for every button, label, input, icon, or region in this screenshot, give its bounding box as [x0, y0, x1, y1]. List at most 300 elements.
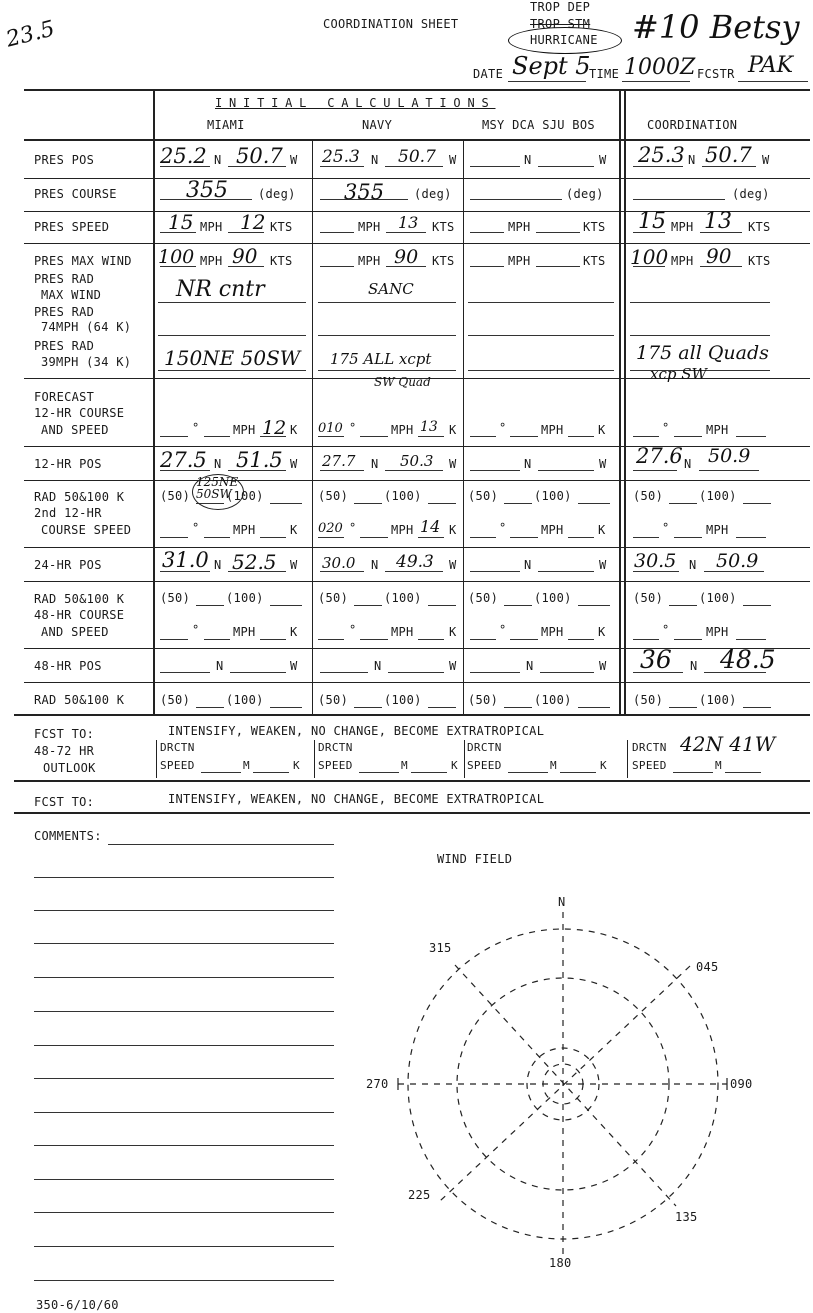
row-rule	[24, 480, 810, 481]
coord-pos-n: 25.3	[638, 143, 685, 167]
unit-kts: KTS	[270, 220, 293, 234]
unit-mph: MPH	[200, 220, 223, 234]
coord-divider-b	[624, 89, 626, 714]
unit-k: K	[290, 423, 298, 437]
miami-mph: 15	[168, 210, 194, 234]
rad-50: (50)	[318, 591, 349, 605]
class-trop-dep: TROP DEP	[530, 0, 591, 14]
blank	[470, 639, 496, 640]
coord-pos-w: 50.7	[705, 143, 752, 167]
unit-deg: °	[349, 623, 357, 637]
unit-n: N	[684, 457, 692, 471]
unit-mph: MPH	[706, 523, 729, 537]
label-forecast: FORECAST	[34, 390, 95, 404]
row-rule	[24, 648, 810, 649]
rad-100: (100)	[384, 693, 422, 707]
blank	[385, 470, 443, 471]
unit-w: W	[762, 153, 770, 167]
rad-50: (50)	[160, 489, 191, 503]
row-rule	[24, 581, 810, 582]
unit-k: K	[598, 523, 606, 537]
col-other: MSY DCA SJU BOS	[482, 118, 595, 132]
unit-n: N	[214, 457, 222, 471]
label-and-speed: AND SPEED	[41, 625, 109, 639]
unit-k: K	[293, 759, 300, 772]
rose-label-n: N	[558, 895, 566, 909]
comment-line	[34, 1112, 334, 1113]
blank	[230, 672, 286, 673]
rad-50: (50)	[633, 489, 664, 503]
blank	[633, 639, 659, 640]
unit-n: N	[371, 457, 379, 471]
blank	[508, 772, 548, 773]
unit-mph: MPH	[671, 254, 694, 268]
speed-label: SPEED	[160, 759, 195, 772]
table-bottom-rule	[14, 714, 810, 716]
blank	[725, 772, 761, 773]
unit-n: N	[371, 558, 379, 572]
comment-line	[34, 977, 334, 978]
drctn-label: DRCTN	[318, 741, 353, 754]
rose-ring-center	[543, 1064, 583, 1104]
label-48hr-course: 48-HR COURSE	[34, 608, 125, 622]
unit-w: W	[290, 558, 298, 572]
unit-k: K	[449, 625, 457, 639]
blank	[386, 232, 426, 233]
blank	[630, 302, 770, 303]
blank	[540, 672, 594, 673]
label-fcst-to-2: FCST TO:	[34, 795, 95, 809]
unit-mph: MPH	[358, 220, 381, 234]
blank	[160, 537, 188, 538]
unit-deg: °	[349, 421, 357, 435]
coord-12-w: 50.9	[708, 445, 751, 467]
blank	[470, 470, 520, 471]
blank	[270, 707, 302, 708]
label-rad-max-2: MAX WIND	[41, 288, 102, 302]
unit-k: K	[598, 625, 606, 639]
unit-mph: MPH	[391, 523, 414, 537]
blank	[669, 605, 697, 606]
unit-mph: MPH	[200, 254, 223, 268]
unit-m: M	[715, 759, 722, 772]
unit-mph: MPH	[706, 625, 729, 639]
blank	[354, 503, 382, 504]
miami-fc-k: 12	[262, 417, 287, 439]
rad-100: (100)	[699, 591, 737, 605]
rose-label-180: 180	[549, 1256, 572, 1270]
initial-calc-title: INITIAL CALCULATIONS	[215, 96, 496, 110]
blank	[468, 302, 614, 303]
coord-24-n: 30.5	[634, 550, 677, 572]
unit-mph: MPH	[508, 254, 531, 268]
unit-deg: (deg)	[258, 187, 296, 201]
rose-label-090: 090	[730, 1077, 753, 1091]
blank	[538, 470, 594, 471]
rose-ring-outer	[408, 929, 718, 1239]
unit-w: W	[599, 153, 607, 167]
navy-12-n: 27.7	[322, 452, 356, 470]
blank	[538, 571, 594, 572]
comment-line	[34, 1179, 334, 1180]
blank	[318, 370, 456, 371]
blank	[633, 537, 659, 538]
outlook-divider	[627, 740, 628, 778]
rad-100: (100)	[384, 591, 422, 605]
unit-kts: KTS	[583, 220, 606, 234]
blank	[536, 232, 580, 233]
unit-n: N	[524, 153, 532, 167]
blank	[468, 370, 614, 371]
comment-line	[34, 1011, 334, 1012]
label-rad-50-100: RAD 50&100 K	[34, 592, 125, 606]
rad-50: (50)	[468, 591, 499, 605]
blank	[158, 335, 306, 336]
row-rule	[24, 682, 810, 683]
label-col-divider	[153, 89, 155, 714]
label-rad-39-2: 39MPH (34 K)	[41, 355, 132, 369]
form-title: COORDINATION SHEET	[323, 17, 459, 31]
unit-mph: MPH	[233, 523, 256, 537]
fcst-choices-2: INTENSIFY, WEAKEN, NO CHANGE, BECOME EXTRATROPICAL	[168, 792, 545, 806]
row-rule	[24, 243, 810, 244]
label-fcst-to: FCST TO:	[34, 727, 95, 741]
label-pres-max-wind: PRES MAX WIND	[34, 254, 132, 268]
unit-deg: (deg)	[732, 187, 770, 201]
blank	[201, 772, 241, 773]
comment-line	[34, 1280, 334, 1281]
comment-line	[108, 844, 334, 845]
blank	[510, 436, 538, 437]
rad-50: (50)	[633, 591, 664, 605]
coord-48-n: 36	[640, 645, 672, 674]
blank	[318, 302, 456, 303]
unit-k: K	[449, 423, 457, 437]
outlook-bottom-rule	[14, 780, 810, 782]
unit-k: K	[451, 759, 458, 772]
unit-mph: MPH	[233, 423, 256, 437]
label-48hr-pos: 48-HR POS	[34, 659, 102, 673]
unit-m: M	[401, 759, 408, 772]
blank	[470, 232, 504, 233]
rad-100: (100)	[226, 693, 264, 707]
comment-line	[34, 1045, 334, 1046]
label-and-speed: AND SPEED	[41, 423, 109, 437]
blank	[318, 335, 456, 336]
navy-12-w: 50.3	[400, 452, 434, 470]
blank	[354, 605, 382, 606]
blank	[468, 335, 614, 336]
blank	[160, 436, 188, 437]
label-rad-74-2: 74MPH (64 K)	[41, 320, 132, 334]
miami-kts: 12	[240, 210, 266, 234]
unit-w: W	[449, 558, 457, 572]
label-12hr-pos: 12-HR POS	[34, 457, 102, 471]
margin-scribble: 23.5	[3, 16, 58, 53]
blank	[158, 302, 306, 303]
blank	[504, 707, 532, 708]
navy-pos-n: 25.3	[322, 147, 360, 167]
navy-pos-w: 50.7	[398, 147, 436, 167]
outlook-divider	[314, 740, 315, 778]
speed-label: SPEED	[318, 759, 353, 772]
header-bottom-rule	[24, 139, 810, 141]
blank	[470, 537, 496, 538]
unit-k: K	[600, 759, 607, 772]
drctn-label: DRCTN	[160, 741, 195, 754]
navy-fc-mph: 13	[420, 419, 438, 435]
unit-mph: MPH	[541, 523, 564, 537]
navy-r39-quad: SW Quad	[374, 375, 431, 389]
unit-n: N	[524, 558, 532, 572]
comments-label: COMMENTS:	[34, 829, 102, 843]
navy-r39: 175 ALL xcpt	[330, 350, 432, 368]
date-label: DATE	[473, 67, 504, 81]
blank	[428, 503, 456, 504]
row-rule	[24, 178, 810, 179]
navy-24-n: 30.0	[322, 554, 356, 572]
blank	[418, 436, 444, 437]
coord-kts: 13	[704, 209, 732, 234]
blank	[411, 772, 447, 773]
comment-line	[34, 1212, 334, 1213]
date-value: Sept 5	[512, 52, 591, 80]
navy-c2-dir: 020	[318, 521, 343, 536]
rose-ring-middle	[457, 978, 669, 1190]
comment-line	[34, 877, 334, 878]
blank	[536, 266, 580, 267]
rose-label-315: 315	[429, 941, 452, 955]
unit-kts: KTS	[432, 254, 455, 268]
blank	[318, 436, 344, 437]
drctn-label: DRCTN	[632, 741, 667, 754]
miami-12-n: 27.5	[160, 448, 207, 472]
unit-mph: MPH	[391, 625, 414, 639]
rad-50: (50)	[160, 591, 191, 605]
blank	[160, 672, 210, 673]
blank	[633, 470, 677, 471]
unit-w: W	[599, 558, 607, 572]
navy-other-divider	[463, 140, 464, 714]
class-trop-stm: TROP STM	[530, 17, 591, 31]
rad-50: (50)	[318, 489, 349, 503]
blank	[504, 503, 532, 504]
time-value: 1000Z	[624, 55, 696, 80]
rose-label-225: 225	[408, 1188, 431, 1202]
row-rule	[24, 446, 810, 447]
comment-line	[34, 910, 334, 911]
blank	[196, 707, 224, 708]
outlook-divider	[156, 740, 157, 778]
blank	[568, 436, 594, 437]
label-rad-74-1: PRES RAD	[34, 305, 95, 319]
blank	[504, 605, 532, 606]
blank	[633, 436, 659, 437]
coord-wind-mph: 100	[630, 245, 669, 269]
blank	[418, 537, 444, 538]
label-rad-max-1: PRES RAD	[34, 272, 95, 286]
navy-wind-kts: 90	[394, 246, 419, 268]
blank	[270, 605, 302, 606]
comment-line	[34, 1246, 334, 1247]
blank	[318, 639, 344, 640]
blank	[470, 571, 520, 572]
unit-n: N	[214, 558, 222, 572]
unit-kts: KTS	[748, 254, 771, 268]
unit-w: W	[449, 659, 457, 673]
unit-w: W	[290, 457, 298, 471]
blank	[743, 503, 771, 504]
blank	[578, 605, 610, 606]
time-blank	[622, 81, 690, 82]
table-top-rule	[24, 89, 810, 91]
outlook-divider	[464, 740, 465, 778]
unit-w: W	[449, 153, 457, 167]
miami-wind-mph: 100	[158, 246, 195, 268]
navy-fc-dir: 010	[318, 421, 343, 436]
blank	[270, 503, 302, 504]
blank	[736, 639, 766, 640]
blank	[470, 266, 504, 267]
blank	[388, 672, 444, 673]
rose-label-045: 045	[696, 960, 719, 974]
rad-50: (50)	[468, 693, 499, 707]
rad-100: (100)	[534, 489, 572, 503]
rose-ring-inner	[527, 1048, 599, 1120]
unit-mph: MPH	[706, 423, 729, 437]
blank	[470, 436, 496, 437]
navy-24-w: 49.3	[396, 552, 434, 572]
blank	[320, 470, 364, 471]
blank	[669, 707, 697, 708]
unit-k: K	[598, 423, 606, 437]
unit-n: N	[374, 659, 382, 673]
rad-100: (100)	[534, 693, 572, 707]
rad-100: (100)	[384, 489, 422, 503]
blank	[196, 605, 224, 606]
fcstr-value: PAK	[748, 53, 794, 78]
miami-12-w: 51.5	[236, 448, 283, 472]
rose-label-270: 270	[366, 1077, 389, 1091]
label-outlook-2: OUTLOOK	[43, 761, 96, 775]
label-pres-speed: PRES SPEED	[34, 220, 110, 234]
blank	[260, 639, 286, 640]
unit-w: W	[599, 457, 607, 471]
rad-100: (100)	[226, 489, 264, 503]
unit-mph: MPH	[508, 220, 531, 234]
col-navy: NAVY	[362, 118, 393, 132]
blank	[204, 537, 230, 538]
rad-note-circle	[192, 474, 244, 510]
unit-deg: °	[662, 521, 670, 535]
blank	[674, 436, 702, 437]
blank	[510, 537, 538, 538]
unit-kts: KTS	[432, 220, 455, 234]
blank	[320, 232, 354, 233]
blank	[320, 672, 368, 673]
unit-deg: (deg)	[414, 187, 452, 201]
unit-deg: °	[192, 521, 200, 535]
unit-kts: KTS	[583, 254, 606, 268]
unit-mph: MPH	[541, 625, 564, 639]
unit-n: N	[526, 659, 534, 673]
unit-m: M	[243, 759, 250, 772]
blank	[204, 639, 230, 640]
date-blank	[508, 81, 586, 82]
navy-rmw: SANC	[368, 280, 414, 298]
blank	[470, 166, 520, 167]
rad-100: (100)	[699, 489, 737, 503]
blank	[568, 639, 594, 640]
blank	[669, 503, 697, 504]
unit-deg: (deg)	[566, 187, 604, 201]
unit-mph: MPH	[358, 254, 381, 268]
label-rad-50-100: RAD 50&100 K	[34, 490, 125, 504]
blank	[510, 639, 538, 640]
unit-deg: °	[499, 421, 507, 435]
blank	[360, 537, 388, 538]
blank	[538, 166, 594, 167]
unit-n: N	[689, 558, 697, 572]
miami-rad-note: 125NE 50SW	[196, 475, 239, 501]
blank	[673, 772, 713, 773]
unit-deg: °	[499, 623, 507, 637]
coord-12-n: 27.6	[636, 444, 683, 468]
unit-n: N	[524, 457, 532, 471]
storm-name: #10 Betsy	[632, 8, 800, 46]
blank	[633, 199, 725, 200]
blank	[318, 537, 344, 538]
blank	[360, 639, 388, 640]
coord-outlook: 42N 41W	[680, 732, 776, 756]
blank	[253, 772, 289, 773]
col-coordination: COORDINATION	[647, 118, 738, 132]
miami-24-w: 52.5	[232, 550, 277, 574]
blank	[560, 772, 596, 773]
unit-n: N	[371, 153, 379, 167]
hurricane-circle	[508, 27, 622, 54]
coord-r39-xcp: xcp SW	[650, 365, 707, 383]
fcstr-label: FCSTR	[697, 67, 735, 81]
blank	[360, 436, 388, 437]
label-pres-course: PRES COURSE	[34, 187, 117, 201]
rose-label-135: 135	[675, 1210, 698, 1224]
unit-k: K	[290, 523, 298, 537]
miami-course: 355	[186, 178, 228, 203]
unit-n: N	[690, 659, 698, 673]
unit-deg: °	[192, 421, 200, 435]
unit-mph: MPH	[391, 423, 414, 437]
time-label: TIME	[589, 67, 620, 81]
rad-100: (100)	[226, 591, 264, 605]
blank	[736, 436, 766, 437]
blank	[160, 639, 188, 640]
navy-c2-mph: 14	[420, 517, 441, 536]
miami-pos-w: 50.7	[236, 144, 283, 168]
wind-field-title: WIND FIELD	[437, 852, 513, 866]
miami-rmw: NR cntr	[176, 277, 265, 302]
label-12hr-course: 12-HR COURSE	[34, 406, 125, 420]
unit-n: N	[214, 153, 222, 167]
blank	[578, 503, 610, 504]
rad-100: (100)	[534, 591, 572, 605]
unit-w: W	[290, 153, 298, 167]
blank	[699, 470, 759, 471]
unit-n: N	[216, 659, 224, 673]
navy-course: 355	[344, 180, 385, 204]
fcst-bottom-rule	[14, 812, 810, 814]
navy-kts: 13	[398, 213, 419, 232]
